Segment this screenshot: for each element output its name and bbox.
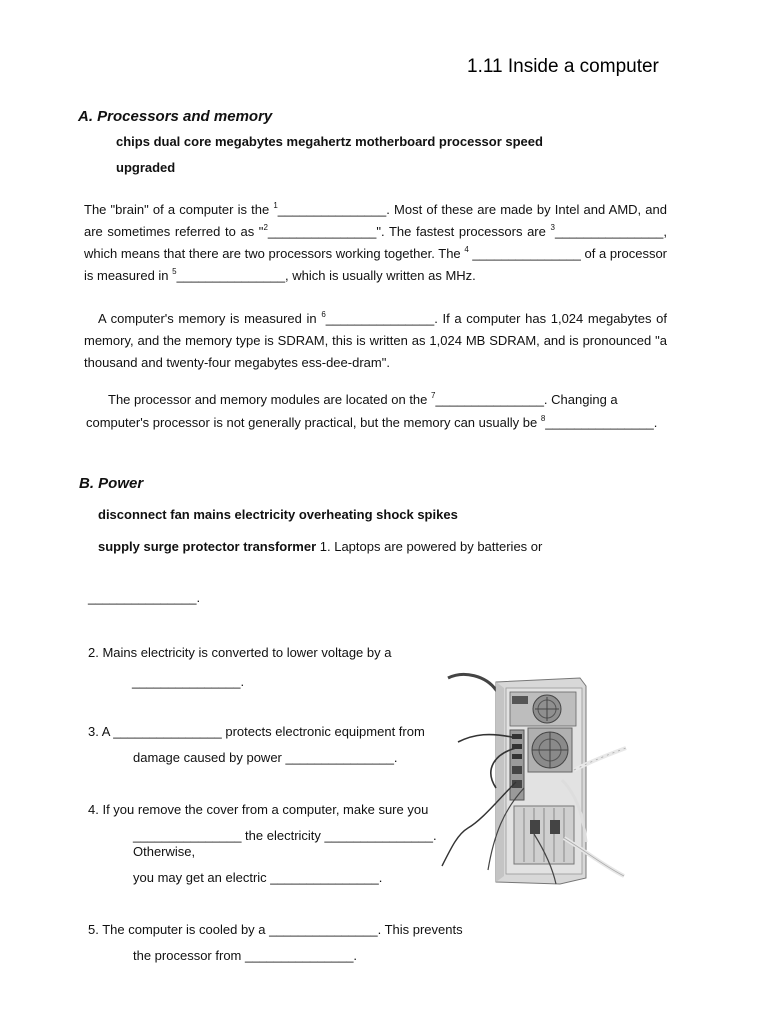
section-b-heading: B. Power <box>79 475 144 492</box>
question-4-line3: Otherwise, <box>133 844 196 859</box>
p3-text-4: _______________. <box>545 415 658 430</box>
section-b-word-bank-line1: disconnect fan mains electricity overheating shock spikes <box>98 507 458 522</box>
word-bank-line2-text: supply surge protector transformer <box>98 539 317 554</box>
question-1-blank: _______________. <box>88 590 201 605</box>
section-a-word-bank-line1: chips dual core megabytes megahertz motherboard processor speed <box>116 134 543 149</box>
question-1-text: 1. Laptops are powered by batteries or <box>316 539 543 554</box>
p1-text-2: _______________. Most of these are made by Intel and AMD, and are sometimes referred to as " <box>84 202 667 239</box>
section-b-word-bank-line2 <box>98 539 542 554</box>
paragraph-3-line1 <box>108 392 618 407</box>
p3-text-3: computer's processor is not generally practical, but the memory can usually be <box>86 415 541 430</box>
p1-text-6: _______________, which is usually written as MHz. <box>176 268 476 283</box>
blank-number-1: 1 <box>273 201 278 210</box>
page-title: 1.11 Inside a computer <box>467 56 659 77</box>
question-5-line2: the processor from _______________. <box>133 948 358 963</box>
question-3-line2: damage caused by power _______________. <box>133 750 398 765</box>
blank-number-8: 8 <box>540 414 546 423</box>
question-3-line1: 3. A _______________ protects electronic equipment from <box>88 724 425 739</box>
p2-text-1: A computer's memory is measured in <box>98 311 322 326</box>
blank-number-2: 2 <box>263 223 268 232</box>
question-2-line2: _______________. <box>132 674 245 689</box>
section-a-word-bank-line2: upgraded <box>116 160 176 175</box>
question-2-line1: 2. Mains electricity is converted to lower voltage by a <box>88 645 392 660</box>
paragraph-3-line2 <box>86 415 657 430</box>
blank-number-7: 7 <box>431 391 436 400</box>
blank-number-6: 6 <box>321 310 326 319</box>
blank-number-3: 3 <box>550 223 555 232</box>
question-5-line1: 5. The computer is cooled by a _______________. This prevents <box>88 922 463 937</box>
p2-text-2: _______________. If a computer has 1,024 megabytes of memory, and the memory type is SDRAM, this is written as 1,024 MB SDRAM, and is pronounced "a thousand and twenty-four megabytes ess-dee-dram". <box>84 311 667 370</box>
p3-text-1: The processor and memory modules are located on the <box>108 392 432 407</box>
computer-tower-icon <box>434 670 630 888</box>
p1-text-4: _______________, which means that there are two processors working together. The <box>84 224 667 261</box>
blank-number-5: 5 <box>172 267 177 276</box>
computer-tower-illustration <box>434 670 630 888</box>
p3-text-2: _______________. Changing a <box>435 392 618 407</box>
p1-text-3: _______________". The fastest processors are <box>267 224 551 239</box>
paragraph-2 <box>84 308 667 374</box>
question-4-line4: you may get an electric _______________. <box>133 870 383 885</box>
blank-number-4: 4 <box>464 245 469 254</box>
p1-text-1: The "brain" of a computer is the <box>84 202 274 217</box>
paragraph-1 <box>84 199 667 287</box>
p1-text-5: _______________ of a processor is measured in <box>84 246 667 283</box>
question-4-line2: _______________ the electricity _______________. <box>133 828 437 843</box>
question-4-line1: 4. If you remove the cover from a computer, make sure you <box>88 802 429 817</box>
section-a-heading: A. Processors and memory <box>78 108 273 125</box>
